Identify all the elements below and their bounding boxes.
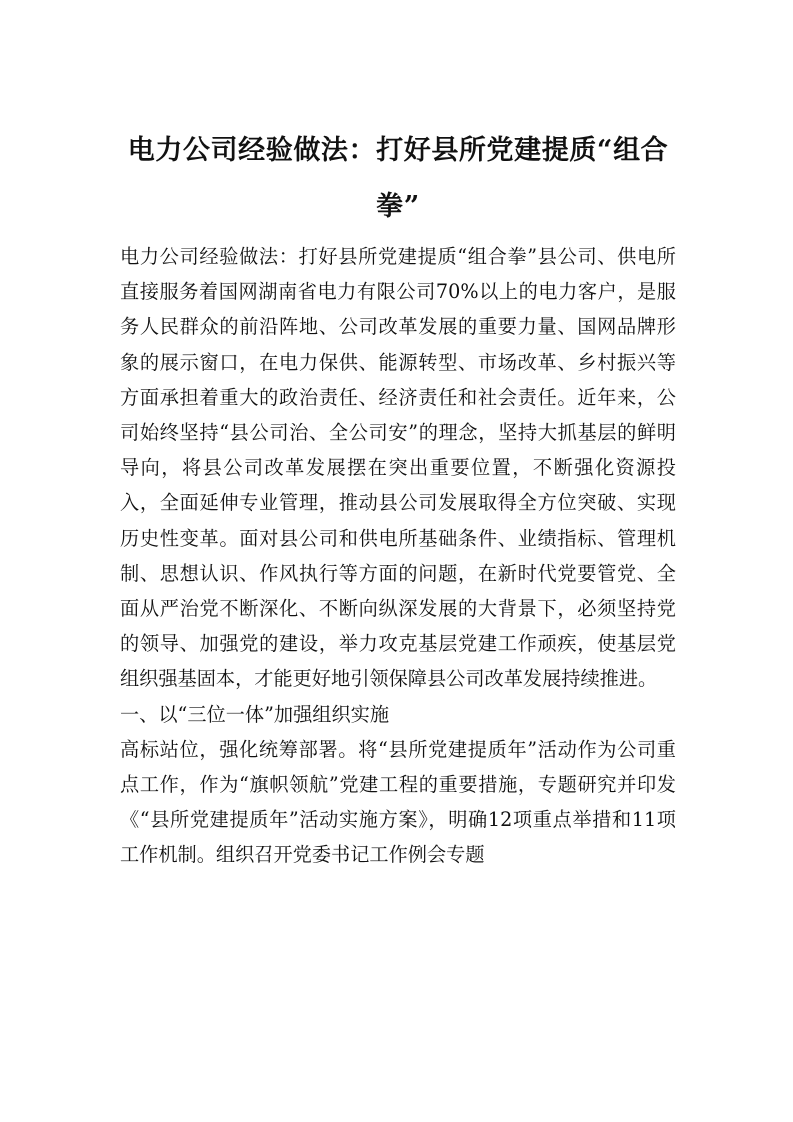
intro-paragraph: 电力公司经验做法：打好县所党建提质“组合拳”县公司、供电所直接服务着国网湖南省电力有限公司70%以上的电力客户，是服务人民群众的前沿阵地、公司改革发展的重要力量、国网品牌形象的展示窗口，在电力保供、能源转型、市场改革、乡村振兴等方面承担着重大的政治责任、经济责任和社会责任。近年来，公司始终坚持“县公司治、全公司安”的理念，坚持大抓基层的鲜明导向，将县公司改革发展摆在突出重要位置，不断强化资源投入，全面延伸专业管理，推动县公司发展取得全方位突破、实现历史性变革。面对县公司和供电所基础条件、业绩指标、管理机制、思想认识、作风执行等方面的问题，在新时代党要管党、全面从严治党不断深化、不断向纵深发展的大背景下，必须坚持党的领导、加强党的建设，举力攻克基层党建工作顽疾，使基层党组织强基固本，才能更好地引领保障县公司改革发展持续推进。 xyxy=(120,245,676,691)
body-paragraph: 高标站位，强化统筹部署。将“县所党建提质年”活动作为公司重点工作，作为“旗帜领航”党建工程的重要措施，专题研究并印发《“县所党建提质年”活动实施方案》，明确12项重点举措和11项工作机制。组织召开党委书记工作例会专题 xyxy=(120,737,676,867)
section-heading: 一、以“三位一体”加强组织实施 xyxy=(120,702,390,726)
document-body xyxy=(120,239,676,873)
document-title: 电力公司经验做法：打好县所党建提质“组合拳” xyxy=(127,135,669,222)
